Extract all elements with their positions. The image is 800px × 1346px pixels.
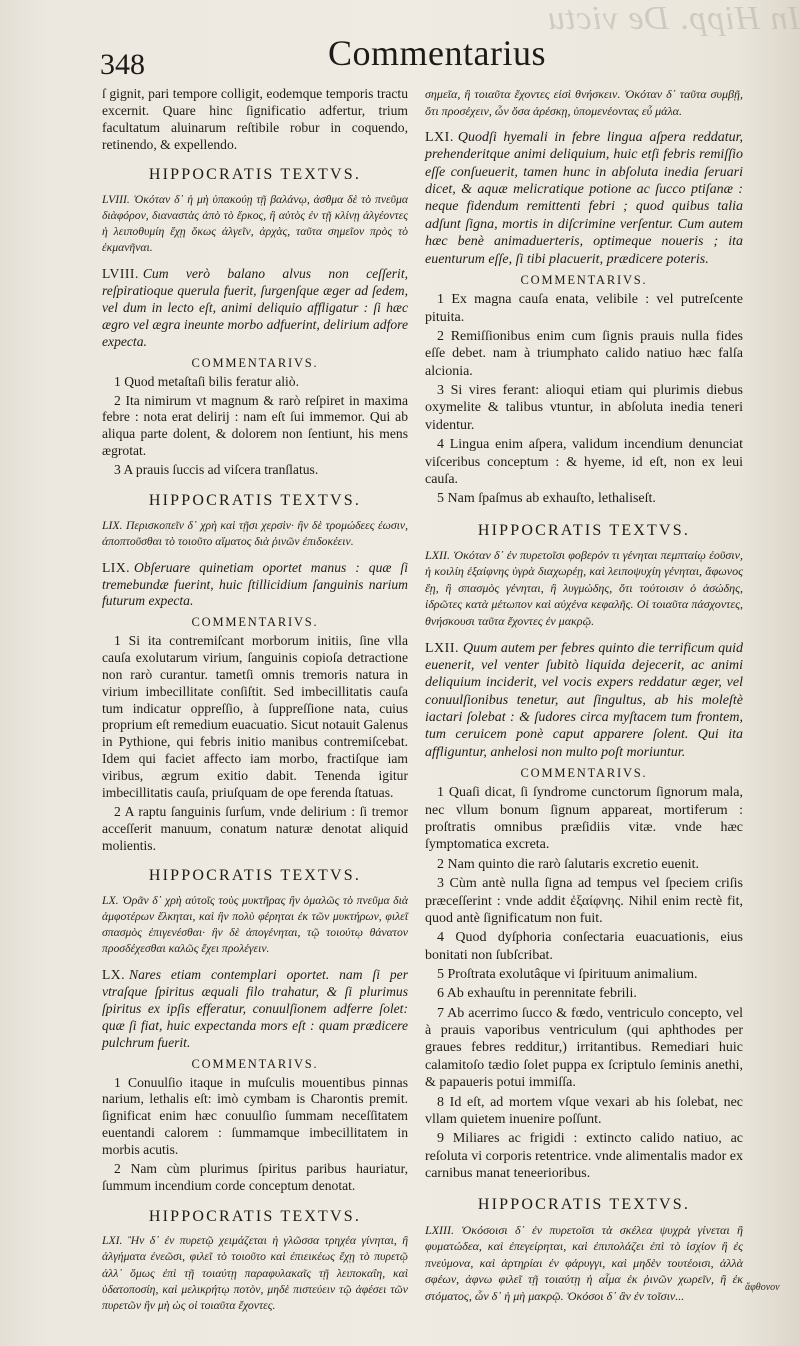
- greek-text-continued: σημεῖα, ἢ τοιαῦτα ἔχοντες εἰσὶ θνήσκειν. Ὁκόταν δ᾽ ταῦτα συμβῇ, ὅτι προσέχειν, ὧν ὅσα ἀρέσκῃ, ὑπομενέοντας εὖ μάλα.: [425, 87, 743, 118]
- latin-text: [102, 560, 408, 611]
- section-heading: HIPPOCRATIS TEXTVS.: [477, 521, 691, 539]
- section-heading: HIPPOCRATIS TEXTVS.: [148, 166, 362, 184]
- commentary-item: [102, 633, 408, 802]
- commentary-item: [425, 985, 743, 1002]
- commentary-heading: COMMENTARIVS.: [520, 766, 648, 781]
- right-column: [425, 86, 743, 1314]
- latin-body: Quodſi hyemali in febre lingua aſpera reddatur, prehenderitque animi deliquium, huic etſi febris remiſſio eſſe conſueuerit, tamen hunc in abſoluta inedia ſeruari dicet, & aquæ melicratique potione ac ſucco ptiſanæ : neque fidendum remittenti febri ; quod quibus talia adſunt ſigna, mortis in diſcrimine verſentur. Cum autem hæc benè animaduerteris, optimeque noueris ; ita euenturum eſſe, ſi tibi placuerit, prædicere poteris.: [425, 130, 743, 267]
- text-number: LIX.: [102, 559, 131, 575]
- text-number: LXII.: [425, 640, 459, 656]
- item-number: 2: [114, 392, 121, 408]
- commentary-item: [425, 328, 743, 380]
- commentary-item: [102, 393, 408, 460]
- latin-body: Quum autem per febres quinto die terrificum quid euenerit, vel venter ſubitò liquida dejecerit, ac animi deliquium inciderit, vel vocis expers reddatur æger, vel conuulſionibus tenetur, aut ſingultus, ab his moleſtè iactari ſolebat : & ſudores circa myſtacem tum frontem, tum ceruicem ponè caput apparere ſolent. Qui ita affliguntur, anhelosi non multo poſt moriuntur.: [425, 640, 743, 760]
- commentary-item: [102, 374, 408, 391]
- item-number: 4: [437, 930, 444, 946]
- latin-body: Obſeruare quinetiam oportet manus : quæ ſi tremebundæ fuerint, huic ſtillicidium ſanguinis narium futurum expecta.: [102, 559, 408, 609]
- item-text: Cùm antè nulla ſigna ad tempus vel ſpeciem criſis præceſſerint : vnde addit ἐξαίφνης. Nihil enim rectè fit, quod antè ſignificatum non fuit.: [425, 876, 744, 926]
- commentary-heading: COMMENTARIVS.: [191, 615, 319, 630]
- item-text: Miliares ac frigidi : extincto calido natiuo, ac reſoluta vi corporis retentrice. vnde alimentalis mador ex carnibus manat teneerioribus.: [425, 1131, 743, 1181]
- intro-paragraph: ſ gignit, pari tempore colligit, eodemque temporis tractu excernit. Quare hinc ſignificatio adfertur, trium facultatum aluinarum reſtibile robur in coquendo, retinendo, & expellendo.: [102, 86, 408, 152]
- item-text: Nam cùm plurimus ſpiritus paribus hauriatur, ſummum incendium corde conceptum denotat.: [102, 1160, 408, 1193]
- item-text: Ex magna cauſa enata, velibile : vel putreſcente pituita.: [425, 292, 744, 325]
- section-lix: [102, 493, 408, 855]
- item-number: 5: [437, 966, 444, 982]
- commentary-heading: COMMENTARIVS.: [520, 272, 648, 287]
- greek-text: LXI. Ἢν δ᾽ ἐν πυρετῷ χειμάζεται ἡ γλῶσσα τρηχέα γίνηται, ἢ ἀλγήματα ἐνεῶσι, φιλεῖ τὸ τοιοῦτο καὶ ἐπιεικέως ἔχῃ τὸ πυρετῷ ἀλλ᾽ ὅμως ἐπὶ τῇ τοιαύτῃ παραφυλακαῖς τῇ λειποκαΐη, καὶ ὑδατοποσίη, καὶ μελικρήτῳ ποτὸν, μηδὲ πιστεύειν τῷ ἀφέσει τῶν πυρετῶν ἢν μὴ ὡς οἱ τοιαῦτα ἔχοντες.: [102, 1234, 408, 1312]
- item-number: 9: [437, 1131, 444, 1147]
- latin-text: [425, 640, 743, 762]
- item-text: Id eſt, ad mortem vſque vexari ab his ſolebat, nec vllam quietem inuenire poſſunt.: [425, 1094, 744, 1127]
- section-lx: [102, 868, 408, 1194]
- item-text: Si ita contremiſcant morborum initiis, ſine vlla cauſa exolutarum virium, ſanguinis copioſa detractione non rarò curantur. tametſi omnis tremoris natura in virium imbecillitate conſiſtit. Sed imbecillitatis cauſa tum indicatur oppreſſio, à ſuppreſſione nata, cuius proprium eſt remedium euacuatio. Sicut notauit Galenus in Pythione, qui febris initio manibus contremiſcebat. Idem qui faciet affecto iam morbo, fractiſque iam viribus, ægrum exitio dabit. Tenenda igitur imbecillitatis cauſa, priuſquam de ope ferenda ſtatuas.: [102, 633, 408, 800]
- greek-text: LX. Ὁρᾶν δ᾽ χρὴ αὐτοῖς τοὺς μυκτῆρας ἢν ὁμαλῶς τὸ πνεῦμα διὰ ἀμφοτέρων ἕλκηται, καὶ ἢν πολὺ φέρηται ἐκ τῶν μυκτήρων, φιλεῖ σπασμὸς ἐπιγενέσθαι· ἢν δὲ ἀπογένηται, τῷ τοιούτῳ θάνατον προσδέχεσθαι καλῶς ἔχει προλέγειν.: [102, 894, 408, 956]
- item-text: Quaſi dicat, ſi ſyndrome cunctorum ſignorum mala, nec vllum bonum ſignum appareat, mortiferum : proſtratis omnibus præſidiis vitæ. vnde hæc ſymptomatica excreta.: [425, 785, 744, 853]
- item-number: 1: [114, 373, 121, 389]
- commentary-item: [425, 875, 743, 927]
- commentary-item: [425, 382, 743, 434]
- item-number: 3: [437, 876, 444, 892]
- section-lxi: [102, 1209, 408, 1314]
- commentary-heading: COMMENTARIVS.: [191, 355, 319, 370]
- item-text: Quod dyſphoria conſectaria euacuationis, eius bonitati non ſubſcribat.: [425, 930, 743, 963]
- greek-text: LVIII. Ὁκόταν δ᾽ ἡ μὴ ὑπακούῃ τῇ βαλάνῳ, ἀσθμα δὲ τὸ πνεῦμα διὰφόρον, διαναστὰς ἀπὸ τὸ ἔρκος, ἢ αὐτὸς ἐν τῇ κλίνῃ ἀλγέοντες ἡ λειποθυμίη ἔχῃ ὅκως ἀλγεῖν, ἀρχὰς, ταῦτα σημεῖον πρὸς τὸ ἐκμανῆναι.: [102, 193, 408, 255]
- bleed-through-text: In Hipp. De victu: [546, 0, 800, 37]
- greek-text: LXII. Ὁκόταν δ᾽ ἐν πυρετοῖσι φοβερόν τι γένηται πεμπταίῳ ἐοῦσιν, ἡ κοιλίη ἐξαίφνης ὑγρὰ διαχωρέῃ, καὶ λειποψυχίη γένηται, ἄφωνος ἔῃ, ἢ σπασμὸς γένηται, ἢ λυγμώδης, ὅτι τούτοισιν ὁ ἀσώδης, ἱδρῶτες κατὰ μέτωπον καὶ αὐχένα κεφαλῆς. Οἱ τοιαῦτα πάσχοντες, θνήσκουσι ταῦτα ἔχοντες ἐν μακρῷ.: [425, 547, 743, 628]
- item-number: 7: [437, 1005, 444, 1021]
- latin-text: [102, 967, 408, 1051]
- latin-body: Nares etiam contemplari oportet. nam ſi per vtraſque ſpiritus æquali filo trahatur, & ſi plurimus ſpiritus ex ipſis efferatur, conuulſionem adferre ſolet: quæ ſi fiat, huic expectanda mors eſt : quam prædicere pulchrum fuerit.: [102, 967, 408, 1050]
- item-number: 1: [114, 1074, 121, 1090]
- commentary-item: [102, 1075, 408, 1159]
- item-number: 5: [437, 491, 444, 507]
- item-text: Ab acerrimo ſucco & fœdo, ventriculo concepto, vel à prauis vaporibus ventriculum (qui aphthodes per graues febres redditur,) irritantibus. Remediari huic calamitoſo tædio ſolet puppa ex ſcriptulo ſeminis anethi, & papaueris potui immiſſa.: [425, 1005, 743, 1091]
- latin-body: Cum verò balano alvus non ceſſerit, reſpiratioque querula fuerit, ſurgenſque æger ad ſedem, vel dum in lecto eſt, animi deliquio affligatur : ſi hæc ægro vel ægra ineunte morbo adfuerint, delirium adfore expecta.: [102, 266, 408, 349]
- item-text: Proſtrata exolutâque vi ſpirituum animalium.: [447, 966, 698, 982]
- item-number: 2: [114, 803, 121, 819]
- item-number: 2: [114, 1160, 121, 1176]
- commentary-item: [425, 929, 743, 964]
- commentary-item: [425, 856, 743, 873]
- item-text: Ab exhauſtu in perennitate febrili.: [446, 986, 637, 1002]
- item-text: Quod metaſtaſi bilis feratur aliò.: [124, 373, 299, 389]
- latin-text: [425, 129, 743, 268]
- running-title: Commentarius: [328, 33, 546, 73]
- text-number: LX.: [102, 967, 126, 983]
- commentary-item: [425, 490, 743, 507]
- item-text: Ita nimirum vt magnum & rarò reſpiret in maxima febre : nota erat delirij : nam eſt ſui immemor. Qui ab aliqua parte dolent, & dolorem non ſentiunt, his mens ægrotat.: [102, 392, 408, 459]
- item-number: 8: [437, 1094, 444, 1110]
- section-heading: HIPPOCRATIS TEXTVS.: [148, 491, 362, 509]
- item-text: A raptu ſanguinis ſurſum, vnde delirium : ſi tremor acceſſerit manuum, conatum naturæ denotat aliquid molientis.: [102, 803, 408, 853]
- page-header: [100, 30, 760, 90]
- commentary-heading: COMMENTARIVS.: [191, 1056, 319, 1071]
- item-number: 2: [437, 856, 444, 872]
- commentary-item: [102, 462, 408, 479]
- item-text: Conuulſio itaque in muſculis mouentibus pinnas narium, lethalis eſt: imò cymbam is Charontis premit. ſignificat enim hæc conuulſio ſummam neceſſitatem euentandi calorem : ſummamque imbecillitatem in morbis acutis.: [102, 1074, 408, 1157]
- item-text: Nam ſpaſmus ab exhauſto, lethaliseſt.: [447, 491, 656, 507]
- greek-text: LXIII. Ὁκόσοισι δ᾽ ἐν πυρετοῖσι τὰ σκέλεα ψυχρὰ γίνεται ἢ φυματώδεα, καὶ ἐπεγείρηται, καὶ ἐπιπολάζει ἐπὶ τὸ ἰσχίον ἢ ἐς πνεύμονα, καὶ ἀρτηρίαι ἐν φάρυγγι, καὶ μηδὲν τουτέοισι, ἀλλὰ σφέων, ἀφνω φιλεῖ τῇ τοιαύτῃ ἡ αἷμα ἐκ ῥινῶν χωρεῖν, ἢ ἐκ στόματος, ὧν δ᾽ ἡ μὴ μακρῷ. Ὁκόσοι δ᾽ ἂν ἐν τοῖσιν...: [425, 1222, 743, 1303]
- page-number: 348: [100, 48, 145, 81]
- item-text: Remiſſionibus enim cum ſignis prauis nulla fides eſſe debet. nam à triumphato calido natiuo hæc falſa alcionia.: [425, 328, 743, 379]
- item-number: 2: [437, 328, 444, 344]
- commentary-item: [425, 291, 743, 326]
- handwritten-margin-note: ἄφθονον: [745, 1282, 780, 1293]
- left-column: [102, 86, 408, 1324]
- commentary-item: [425, 784, 743, 853]
- item-text: Lingua enim aſpera, validum incendium denunciat viſceribus conceptum : & hyeme, id eſt, non ex leui cauſa.: [425, 437, 744, 487]
- section-heading: HIPPOCRATIS TEXTVS.: [148, 867, 362, 885]
- section-heading: HIPPOCRATIS TEXTVS.: [477, 1196, 691, 1214]
- commentary-item: [425, 1130, 743, 1182]
- item-number: 4: [437, 437, 444, 453]
- section-heading: HIPPOCRATIS TEXTVS.: [148, 1207, 362, 1225]
- item-number: 1: [437, 785, 444, 801]
- text-number: LXI.: [425, 130, 454, 146]
- latin-text: [102, 266, 408, 350]
- item-number: 3: [114, 461, 121, 477]
- text-number: LVIII.: [102, 266, 139, 282]
- item-number: 6: [437, 986, 444, 1002]
- commentary-item: [102, 804, 408, 855]
- item-text: Si vires ferant: alioqui etiam qui plurimis diebus oxymelite & talibus vtuntur, in abſoluta inedia teneri videntur.: [425, 383, 743, 433]
- greek-text: LIX. Περισκοπεῖν δ᾽ χρὴ καὶ τῇσι χερσὶν· ἢν δὲ τρομώδεες ἐωσιν, ἀποπτοῦσθαι τὸ τοιοῦτο αἵματος διὰ ῥινῶν ἐπιδοκέειν.: [102, 518, 408, 548]
- item-number: 1: [114, 633, 121, 649]
- commentary-item: [425, 966, 743, 983]
- commentary-item: [425, 1094, 743, 1129]
- item-number: 3: [437, 383, 444, 399]
- item-number: 1: [437, 292, 444, 308]
- section-lviii: [102, 167, 408, 478]
- commentary-item: [102, 1161, 408, 1195]
- item-text: Nam quinto die rarò ſalutaris excretio euenit.: [447, 856, 700, 872]
- commentary-item: [425, 1005, 743, 1092]
- item-text: A prauis ſuccis ad viſcera tranſlatus.: [123, 461, 319, 477]
- commentary-item: [425, 436, 743, 488]
